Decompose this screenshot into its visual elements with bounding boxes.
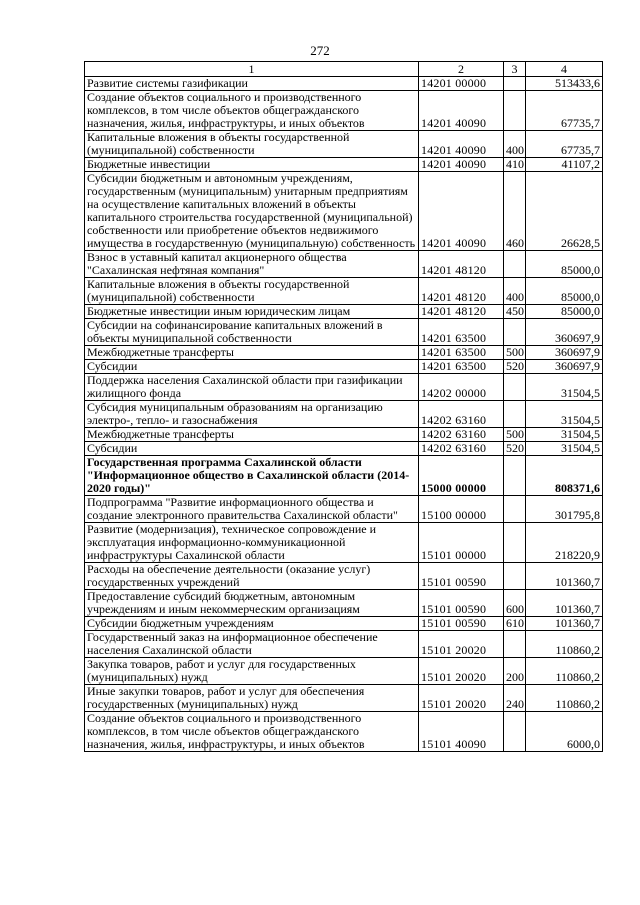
- row-description: Государственный заказ на информационное обеспечение населения Сахалинской области: [85, 631, 419, 658]
- table-row: [85, 251, 603, 278]
- row-expense-type: [504, 251, 526, 278]
- row-amount: 31504,5: [526, 442, 603, 456]
- header-col-1: 1: [85, 62, 419, 77]
- row-description: Подпрограмма "Развитие информационного общества и создание электронного правительства Сахалинской области": [85, 496, 419, 523]
- row-target-code: 15101 00000: [419, 523, 504, 563]
- row-target-code: 15000 00000: [419, 456, 504, 496]
- row-target-code: 14201 63500: [419, 346, 504, 360]
- table-row: [85, 172, 603, 251]
- table-row: [85, 442, 603, 456]
- table-row: [85, 428, 603, 442]
- row-target-code: 15101 20020: [419, 658, 504, 685]
- row-amount: 6000,0: [526, 712, 603, 752]
- table-row: [85, 158, 603, 172]
- row-target-code: 15101 00590: [419, 590, 504, 617]
- row-description: Иные закупки товаров, работ и услуг для обеспечения государственных (муниципальных) нужд: [85, 685, 419, 712]
- row-description: Бюджетные инвестиции: [85, 158, 419, 172]
- row-amount: 101360,7: [526, 617, 603, 631]
- row-target-code: 14202 63160: [419, 401, 504, 428]
- table-row: [85, 360, 603, 374]
- row-expense-type: 400: [504, 278, 526, 305]
- table-row: [85, 496, 603, 523]
- row-expense-type: 400: [504, 131, 526, 158]
- row-amount: 110860,2: [526, 685, 603, 712]
- table-row: [85, 631, 603, 658]
- header-col-3: 3: [504, 62, 526, 77]
- row-expense-type: 520: [504, 442, 526, 456]
- table-row: [85, 563, 603, 590]
- row-description: Взнос в уставный капитал акционерного общества "Сахалинская нефтяная компания": [85, 251, 419, 278]
- row-description: Капитальные вложения в объекты государственной (муниципальной) собственности: [85, 131, 419, 158]
- row-target-code: 14201 48120: [419, 251, 504, 278]
- header-col-2: 2: [419, 62, 504, 77]
- row-target-code: 14201 48120: [419, 278, 504, 305]
- table-row: [85, 346, 603, 360]
- row-target-code: 14201 63500: [419, 360, 504, 374]
- row-amount: 110860,2: [526, 631, 603, 658]
- row-expense-type: [504, 374, 526, 401]
- row-description: Закупка товаров, работ и услуг для государственных (муниципальных) нужд: [85, 658, 419, 685]
- row-amount: 67735,7: [526, 91, 603, 131]
- row-expense-type: [504, 523, 526, 563]
- row-target-code: 14201 40090: [419, 158, 504, 172]
- table-body: [85, 77, 603, 752]
- row-expense-type: [504, 496, 526, 523]
- row-description: Создание объектов социального и производственного комплексов, в том числе объектов общегражданского назначения, жилья, инфраструктуры, и иных объектов: [85, 712, 419, 752]
- row-expense-type: 500: [504, 346, 526, 360]
- table-row: [85, 319, 603, 346]
- row-target-code: 14202 63160: [419, 442, 504, 456]
- row-expense-type: [504, 401, 526, 428]
- table-row: [85, 131, 603, 158]
- row-amount: 85000,0: [526, 251, 603, 278]
- budget-table: [84, 61, 603, 752]
- row-expense-type: [504, 319, 526, 346]
- row-target-code: 15101 20020: [419, 631, 504, 658]
- row-target-code: 14201 40090: [419, 91, 504, 131]
- row-target-code: 14202 00000: [419, 374, 504, 401]
- row-amount: 85000,0: [526, 305, 603, 319]
- row-description: Предоставление субсидий бюджетным, автономным учреждениям и иным некоммерческим организациям: [85, 590, 419, 617]
- row-target-code: 15101 20020: [419, 685, 504, 712]
- row-amount: 360697,9: [526, 360, 603, 374]
- row-amount: 26628,5: [526, 172, 603, 251]
- table-row: [85, 685, 603, 712]
- row-description: Расходы на обеспечение деятельности (оказание услуг) государственных учреждений: [85, 563, 419, 590]
- row-target-code: 14201 48120: [419, 305, 504, 319]
- page-number: 272: [310, 43, 330, 58]
- row-expense-type: 520: [504, 360, 526, 374]
- row-expense-type: 460: [504, 172, 526, 251]
- row-description: Субсидия муниципальным образованиям на организацию электро-, тепло- и газоснабжения: [85, 401, 419, 428]
- table-row: [85, 77, 603, 91]
- row-expense-type: [504, 456, 526, 496]
- row-amount: 808371,6: [526, 456, 603, 496]
- table-row: [85, 401, 603, 428]
- row-description: Создание объектов социального и производственного комплексов, в том числе объектов общегражданского назначения, жилья, инфраструктуры, и иных объектов: [85, 91, 419, 131]
- row-amount: 85000,0: [526, 278, 603, 305]
- row-target-code: 15101 00590: [419, 617, 504, 631]
- row-amount: 110860,2: [526, 658, 603, 685]
- row-target-code: 14201 63500: [419, 319, 504, 346]
- table-row: [85, 590, 603, 617]
- row-expense-type: [504, 77, 526, 91]
- header-col-4: 4: [526, 62, 603, 77]
- row-amount: 360697,9: [526, 319, 603, 346]
- row-expense-type: [504, 91, 526, 131]
- row-expense-type: 500: [504, 428, 526, 442]
- row-target-code: 15101 40090: [419, 712, 504, 752]
- row-description: Развитие (модернизация), техническое сопровождение и эксплуатация информационно-коммуникационной инфраструктуры Сахалинской области: [85, 523, 419, 563]
- table-row: [85, 658, 603, 685]
- row-expense-type: 200: [504, 658, 526, 685]
- row-expense-type: [504, 563, 526, 590]
- row-description: Капитальные вложения в объекты государственной (муниципальной) собственности: [85, 278, 419, 305]
- table-row: [85, 617, 603, 631]
- table-row: [85, 456, 603, 496]
- row-amount: 41107,2: [526, 158, 603, 172]
- row-expense-type: 450: [504, 305, 526, 319]
- header-row: [85, 62, 603, 77]
- row-description: Субсидии на софинансирование капитальных вложений в объекты муниципальной собственности: [85, 319, 419, 346]
- row-expense-type: [504, 631, 526, 658]
- row-expense-type: 410: [504, 158, 526, 172]
- row-amount: 513433,6: [526, 77, 603, 91]
- row-expense-type: [504, 712, 526, 752]
- row-amount: 31504,5: [526, 401, 603, 428]
- row-description: Субсидии бюджетным и автономным учреждениям, государственным (муниципальным) унитарным предприятиям на осуществление капитальных вложений в объекты капитального строительства государственной (муниципальной) собственности или приобретение объектов недвижимого имущества в государственную (муниципальную) собственность: [85, 172, 419, 251]
- row-description: Государственная программа Сахалинской области "Информационное общество в Сахалинской области (2014-2020 годы)": [85, 456, 419, 496]
- table-row: [85, 278, 603, 305]
- table-header: [85, 62, 603, 77]
- row-amount: 360697,9: [526, 346, 603, 360]
- row-expense-type: 610: [504, 617, 526, 631]
- table-row: [85, 523, 603, 563]
- row-expense-type: 600: [504, 590, 526, 617]
- row-expense-type: 240: [504, 685, 526, 712]
- table-row: [85, 712, 603, 752]
- row-amount: 301795,8: [526, 496, 603, 523]
- row-amount: 218220,9: [526, 523, 603, 563]
- row-target-code: 15100 00000: [419, 496, 504, 523]
- row-target-code: 14202 63160: [419, 428, 504, 442]
- row-amount: 67735,7: [526, 131, 603, 158]
- table-row: [85, 374, 603, 401]
- row-description: Поддержка населения Сахалинской области при газификации жилищного фонда: [85, 374, 419, 401]
- row-target-code: 14201 40090: [419, 131, 504, 158]
- row-amount: 31504,5: [526, 428, 603, 442]
- row-description: Межбюджетные трансферты: [85, 346, 419, 360]
- row-amount: 101360,7: [526, 563, 603, 590]
- table-row: [85, 305, 603, 319]
- row-description: Субсидии: [85, 360, 419, 374]
- row-target-code: 14201 00000: [419, 77, 504, 91]
- row-description: Субсидии: [85, 442, 419, 456]
- row-description: Межбюджетные трансферты: [85, 428, 419, 442]
- row-amount: 31504,5: [526, 374, 603, 401]
- table-row: [85, 91, 603, 131]
- row-description: Развитие системы газификации: [85, 77, 419, 91]
- row-description: Бюджетные инвестиции иным юридическим лицам: [85, 305, 419, 319]
- row-target-code: 15101 00590: [419, 563, 504, 590]
- row-target-code: 14201 40090: [419, 172, 504, 251]
- row-description: Субсидии бюджетным учреждениям: [85, 617, 419, 631]
- row-amount: 101360,7: [526, 590, 603, 617]
